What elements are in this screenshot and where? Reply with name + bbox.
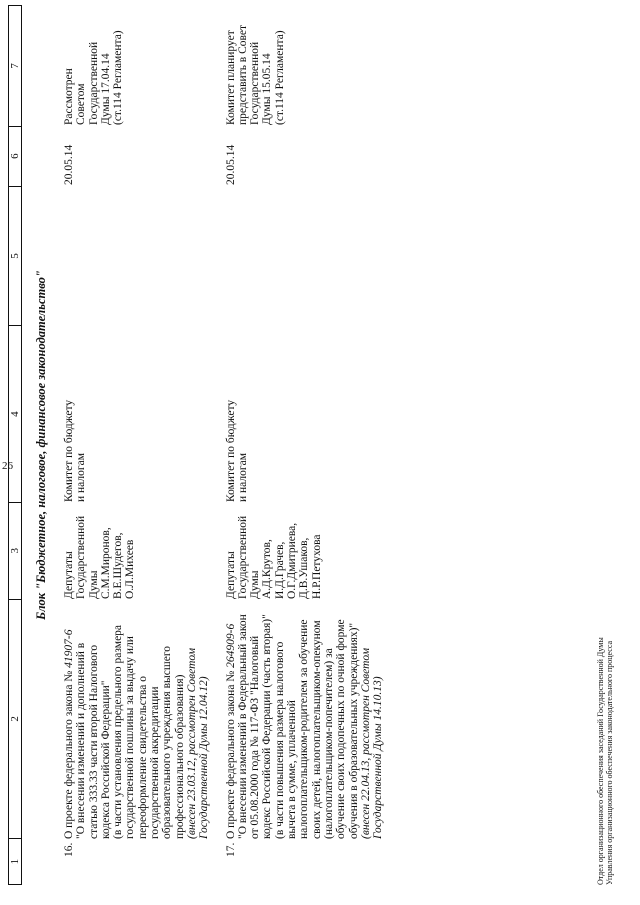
bill-description bbox=[63, 599, 211, 839]
column-number-1: 1 bbox=[9, 838, 21, 884]
block-title: Блок "Бюджетное, налоговое, финансовое законодательство" bbox=[34, 270, 48, 620]
bill-status: Комитет планирует представить в Совет Государственной Думы 15.05.14 (ст.114 Регламента) bbox=[224, 24, 286, 125]
bills-table bbox=[8, 5, 398, 885]
table-row bbox=[63, 5, 211, 885]
law-prefix: О проекте федерального закона № bbox=[224, 670, 237, 839]
column-5-cell bbox=[225, 185, 385, 325]
footer-line-2: Управления организационного обеспечения законодательного процесса bbox=[605, 640, 614, 885]
responsible-committee: Комитет по бюджету и налогам bbox=[63, 399, 88, 502]
column-number-3: 3 bbox=[9, 502, 21, 599]
law-number: 264909-6 bbox=[224, 623, 237, 671]
column-number-6: 6 bbox=[9, 126, 21, 186]
bill-note: (внесен 22.04.13, рассмотрен Советом Государственной Думы 14.10.13) bbox=[359, 647, 385, 839]
column-5-cell bbox=[63, 185, 211, 325]
row-number: 17. bbox=[224, 842, 237, 857]
bill-description bbox=[225, 599, 385, 839]
bill-authors: Депутаты Государственной Думы А.Д.Крутов, И.Д.Грачев, О.Г.Дмитриева, Д.В.Ушаков, Н.Р.Петухова bbox=[224, 515, 323, 599]
column-number-5: 5 bbox=[9, 186, 21, 326]
column-number-4: 4 bbox=[9, 325, 21, 502]
page-number: 26 bbox=[2, 460, 13, 472]
column-number-7: 7 bbox=[9, 63, 21, 69]
bill-note: (внесен 23.03.12, рассмотрен Советом Государственной Думы 12.04.12) bbox=[185, 647, 211, 839]
page-footer bbox=[596, 637, 614, 885]
bill-title: "О внесении изменений и дополнений в статью 333.33 части второй Налогового кодекса Российской Федерации" (в части установления предельного размера государственной пошлины за выдачу или переоформление свидетельства о государственной аккредитации образовательного учреждения высшего профессионального образования) bbox=[75, 624, 186, 839]
law-number: 41907-6 bbox=[63, 629, 75, 671]
responsible-committee: Комитет по бюджету и налогам bbox=[224, 399, 249, 502]
bill-status: Рассмотрен Советом Государственной Думы 17.04.14 (ст.114 Регламента) bbox=[63, 30, 125, 125]
footer-line-1: Отдел организационного обеспечения заседаний Государственной Думы bbox=[596, 637, 605, 885]
column-number-header bbox=[8, 5, 22, 885]
review-date: 20.05.14 bbox=[63, 144, 75, 185]
table-row bbox=[225, 5, 385, 885]
bill-title: "О внесении изменений в Федеральный закон от 05.08.2000 года № 117-ФЗ "Налоговый кодекс Российской Федерации (часть вторая)" (в части повышения размера налогового вычета в сумме, уплаченной налогоплательщиком-родителем за обучение своих детей, налогоплательщиком-опекуном (налогоплательщиком-попечителем) за обучение своих подопечных по очной форме обучения в образовательных учреждениях)" bbox=[236, 614, 360, 839]
bill-authors: Депутаты Государственной Думы С.М.Миронов, В.Е.Шудегов, О.Л.Михеев bbox=[63, 515, 137, 599]
law-prefix: О проекте федерального закона № bbox=[63, 670, 75, 839]
review-date: 20.05.14 bbox=[224, 144, 237, 185]
column-number-2: 2 bbox=[9, 599, 21, 838]
row-number: 16. bbox=[63, 842, 75, 857]
